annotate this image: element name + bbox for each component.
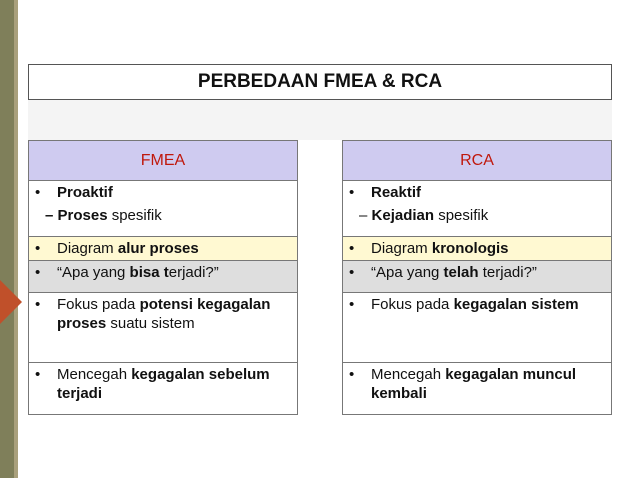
rca-dash: –: [359, 207, 372, 224]
bullet-icon: •: [35, 366, 41, 383]
fmea-fokus-c: suatu sistem: [106, 315, 195, 332]
rca-fokus-a: Fokus pada: [371, 296, 454, 313]
fmea-mencegah-a: Mencegah: [57, 366, 132, 383]
bullet-icon: •: [35, 240, 41, 257]
rca-header: RCA: [343, 140, 611, 180]
fmea-question-bold: bisa t: [129, 264, 169, 281]
rca-row-mencegah: [343, 362, 611, 414]
fmea-proses: – Proses: [45, 207, 108, 224]
rca-column: [342, 140, 612, 415]
bullet-icon: •: [349, 264, 355, 281]
slide-sidebar-accent: [14, 0, 18, 478]
fmea-row-fokus: [29, 292, 297, 362]
fmea-alur-proses: alur proses: [117, 240, 199, 257]
rca-question-bold: telah: [443, 264, 479, 281]
fmea-fokus-bold: potensi kegagalan proses: [57, 296, 271, 332]
bullet-icon: •: [35, 264, 41, 281]
rca-spesifik: spesifik: [434, 207, 489, 224]
rca-row-fokus: [343, 292, 611, 362]
fmea-mencegah-bold: kegagalan sebelum terjadi: [57, 366, 270, 402]
fmea-header: FMEA: [29, 140, 297, 180]
rca-reaktif: Reaktif: [371, 184, 422, 201]
fmea-spesifik: spesifik: [107, 207, 162, 224]
fmea-fokus-a: Fokus pada: [57, 296, 140, 313]
rca-mencegah-bold: kegagalan muncul kembali: [371, 366, 577, 402]
fmea-proaktif: Proaktif: [57, 184, 113, 201]
bullet-icon: •: [349, 184, 355, 201]
fmea-question-c: erjadi?”: [168, 264, 219, 281]
fmea-row-mencegah: [29, 362, 297, 414]
title-spacer: [28, 100, 612, 140]
rca-row-question: [343, 260, 611, 292]
rca-question-a: “Apa yang: [371, 264, 444, 281]
rca-kejadian: Kejadian: [371, 207, 435, 224]
fmea-row-diagram: [29, 236, 297, 260]
rca-row-reaktif: [343, 180, 611, 236]
rca-diagram-text: Diagram: [371, 240, 432, 257]
rca-mencegah-a: Mencegah: [371, 366, 446, 383]
rca-question-c: terjadi?”: [478, 264, 537, 281]
bullet-icon: •: [35, 184, 41, 201]
fmea-row-question: [29, 260, 297, 292]
bullet-icon: •: [35, 296, 41, 313]
rca-fokus-bold: kegagalan sistem: [453, 296, 579, 313]
bullet-icon: •: [349, 296, 355, 313]
sidebar-arrow-marker: [0, 280, 22, 324]
page-title: PERBEDAAN FMEA & RCA: [28, 64, 612, 100]
rca-kronologis: kronologis: [431, 240, 509, 257]
fmea-row-proaktif: [29, 180, 297, 236]
fmea-question-a: “Apa yang: [57, 264, 130, 281]
slide-sidebar: [0, 0, 14, 478]
bullet-icon: •: [349, 240, 355, 257]
fmea-column: [28, 140, 298, 415]
fmea-diagram-text: Diagram: [57, 240, 118, 257]
rca-row-diagram: [343, 236, 611, 260]
bullet-icon: •: [349, 366, 355, 383]
